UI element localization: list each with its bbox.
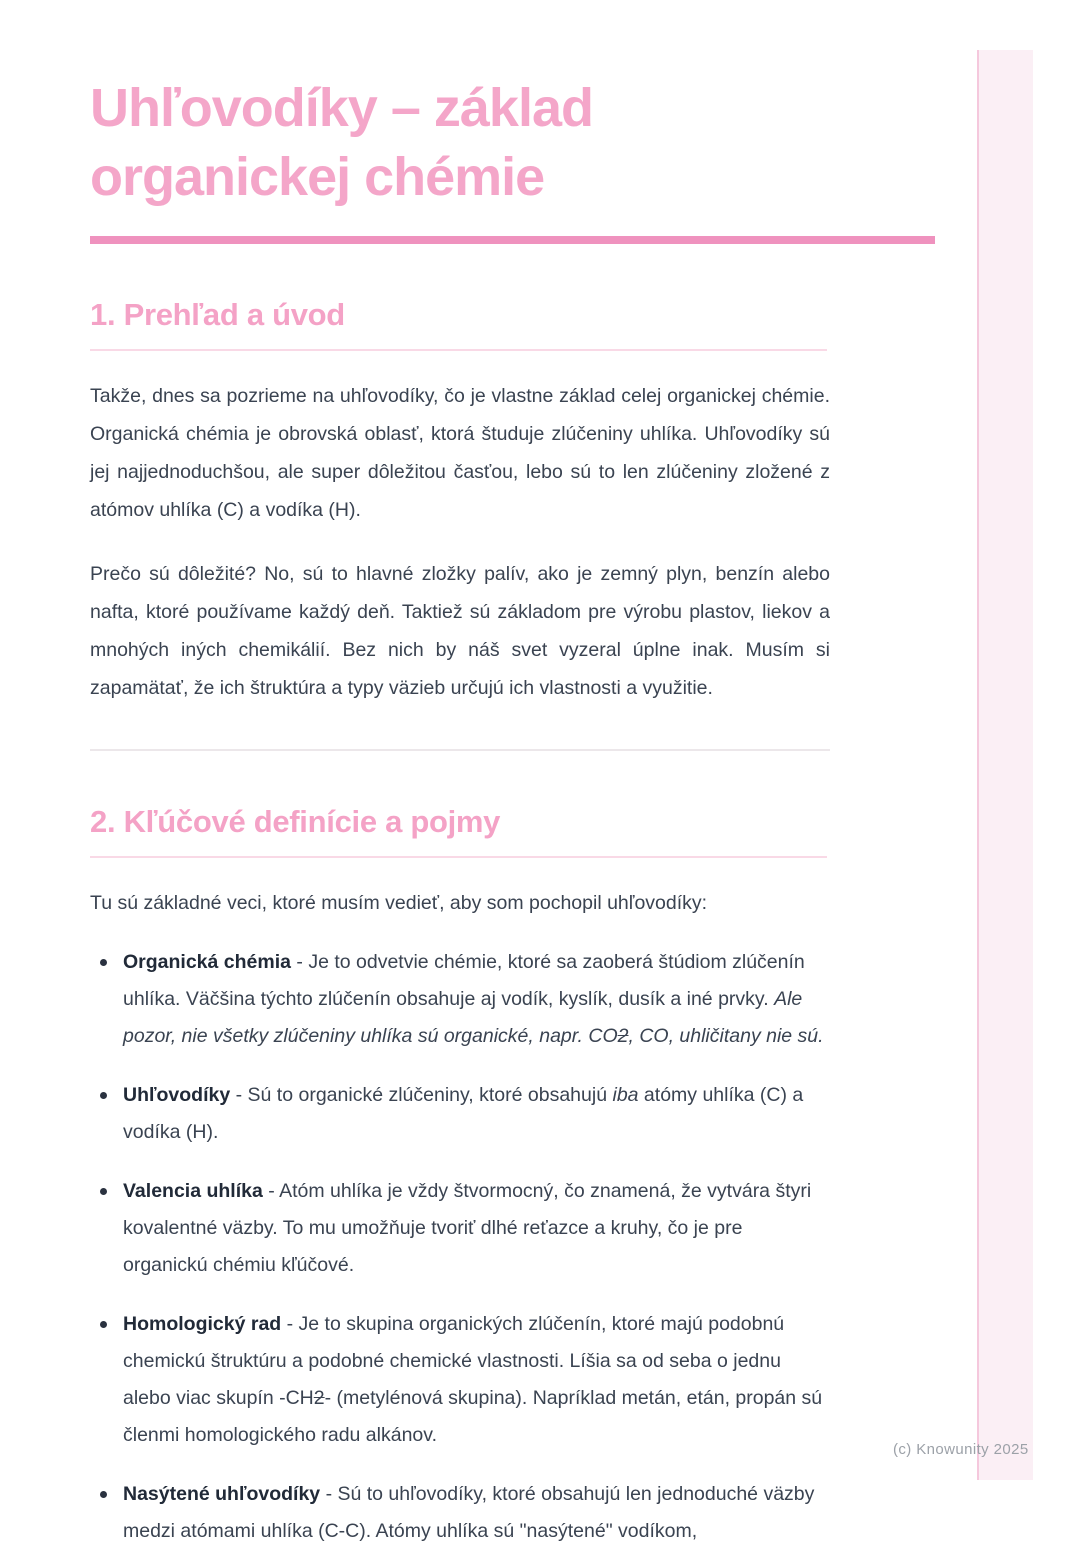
definition-text: - Sú to organické zlúčeniny, ktoré obsahujú bbox=[230, 1084, 613, 1106]
definitions-list bbox=[90, 944, 830, 1550]
section-2-heading: 2. Kľúčové definície a pojmy bbox=[90, 804, 501, 839]
definition-text: - (metylénová skupina). Napríklad metán, etán, propán sú členmi homologického radu alkánov. bbox=[123, 1387, 823, 1446]
term: Organická chémia bbox=[123, 951, 291, 973]
term: Nasýtené uhľovodíky bbox=[123, 1483, 321, 1505]
subscript-2: 2 bbox=[313, 1387, 325, 1409]
definition-note: , CO, uhličitany nie sú. bbox=[628, 1025, 824, 1047]
bullet-icon bbox=[100, 1188, 107, 1195]
bullet-icon bbox=[100, 1491, 107, 1498]
watermark: (c) Knowunity 2025 bbox=[893, 1441, 1029, 1458]
definition-text: - Sú to uhľovodíky, ktoré obsahujú len jednoduché väzby medzi atómami uhlíka (C-C). Atómy uhlíka sú "nasýtené" vodíkom, bbox=[123, 1483, 815, 1542]
page-title: Uhľovodíky – základ organickej chémie bbox=[90, 78, 593, 207]
bullet-icon bbox=[100, 959, 107, 966]
list-item-nasytene-uhlovodiky bbox=[90, 1476, 830, 1550]
definition-note: Ale pozor, nie všetky zlúčeniny uhlíka sú organické, napr. CO bbox=[123, 988, 803, 1047]
title-rule bbox=[90, 236, 935, 244]
section-1-heading: 1. Prehľad a úvod bbox=[90, 297, 345, 332]
term: Valencia uhlíka bbox=[123, 1180, 263, 1202]
section-2-rule bbox=[90, 856, 827, 858]
section-1-rule bbox=[90, 349, 827, 351]
page-edge-strip bbox=[977, 50, 1033, 1480]
list-intro: Tu sú základné veci, ktoré musím vedieť, aby som pochopil uhľovodíky: bbox=[90, 892, 708, 914]
subscript-2: 2 bbox=[617, 1025, 629, 1047]
paragraph: Prečo sú dôležité? No, sú to hlavné zložky palív, ako je zemný plyn, benzín alebo nafta, ktoré používame každý deň. Taktiež sú základom pre výrobu plastov, liekov a mnohých iných chemikálií. Bez nich by náš svet vyzeral úplne inak. Musím si zapamätať, že ich štruktúra a typy väzieb určujú ich vlastnosti a využitie. bbox=[90, 563, 830, 699]
list-item-organicka-chemia bbox=[90, 944, 830, 1055]
list-item-valencia-uhlika bbox=[90, 1173, 830, 1284]
paragraph: Takže, dnes sa pozrieme na uhľovodíky, čo je vlastne základ celej organickej chémie. Organická chémia je obrovská oblasť, ktorá študuje zlúčeniny uhlíka. Uhľovodíky sú jej najjednoduchšou, ale super dôležitou časťou, lebo sú to len zlúčeniny zložené z atómov uhlíka (C) a vodíka (H). bbox=[90, 385, 830, 521]
term: Homologický rad bbox=[123, 1313, 282, 1335]
list-item-uhlovodiky bbox=[90, 1077, 830, 1151]
section-divider bbox=[90, 749, 830, 751]
bullet-icon bbox=[100, 1321, 107, 1328]
list-item-homologicky-rad bbox=[90, 1306, 830, 1454]
definition-text: - Je to odvetvie chémie, ktoré sa zaoberá štúdiom zlúčenín uhlíka. Väčšina týchto zlúčenín obsahuje aj vodík, kyslík, dusík a iné prvky. bbox=[123, 951, 805, 1010]
emphasis: iba bbox=[612, 1084, 639, 1106]
term: Uhľovodíky bbox=[123, 1084, 231, 1106]
bullet-icon bbox=[100, 1092, 107, 1099]
definition-text: - Atóm uhlíka je vždy štvormocný, čo znamená, že vytvára štyri kovalentné väzby. To mu umožňuje tvoriť dlhé reťazce a kruhy, čo je pre organickú chémiu kľúčové. bbox=[123, 1180, 812, 1276]
document-content bbox=[90, 0, 830, 1550]
definition-text: - Je to skupina organických zlúčenín, ktoré majú podobnú chemickú štruktúru a podobné chemické vlastnosti. Líšia sa od seba o jednu alebo viac skupín -CH bbox=[123, 1313, 785, 1409]
definition-text: atómy uhlíka (C) a vodíka (H). bbox=[123, 1084, 804, 1143]
